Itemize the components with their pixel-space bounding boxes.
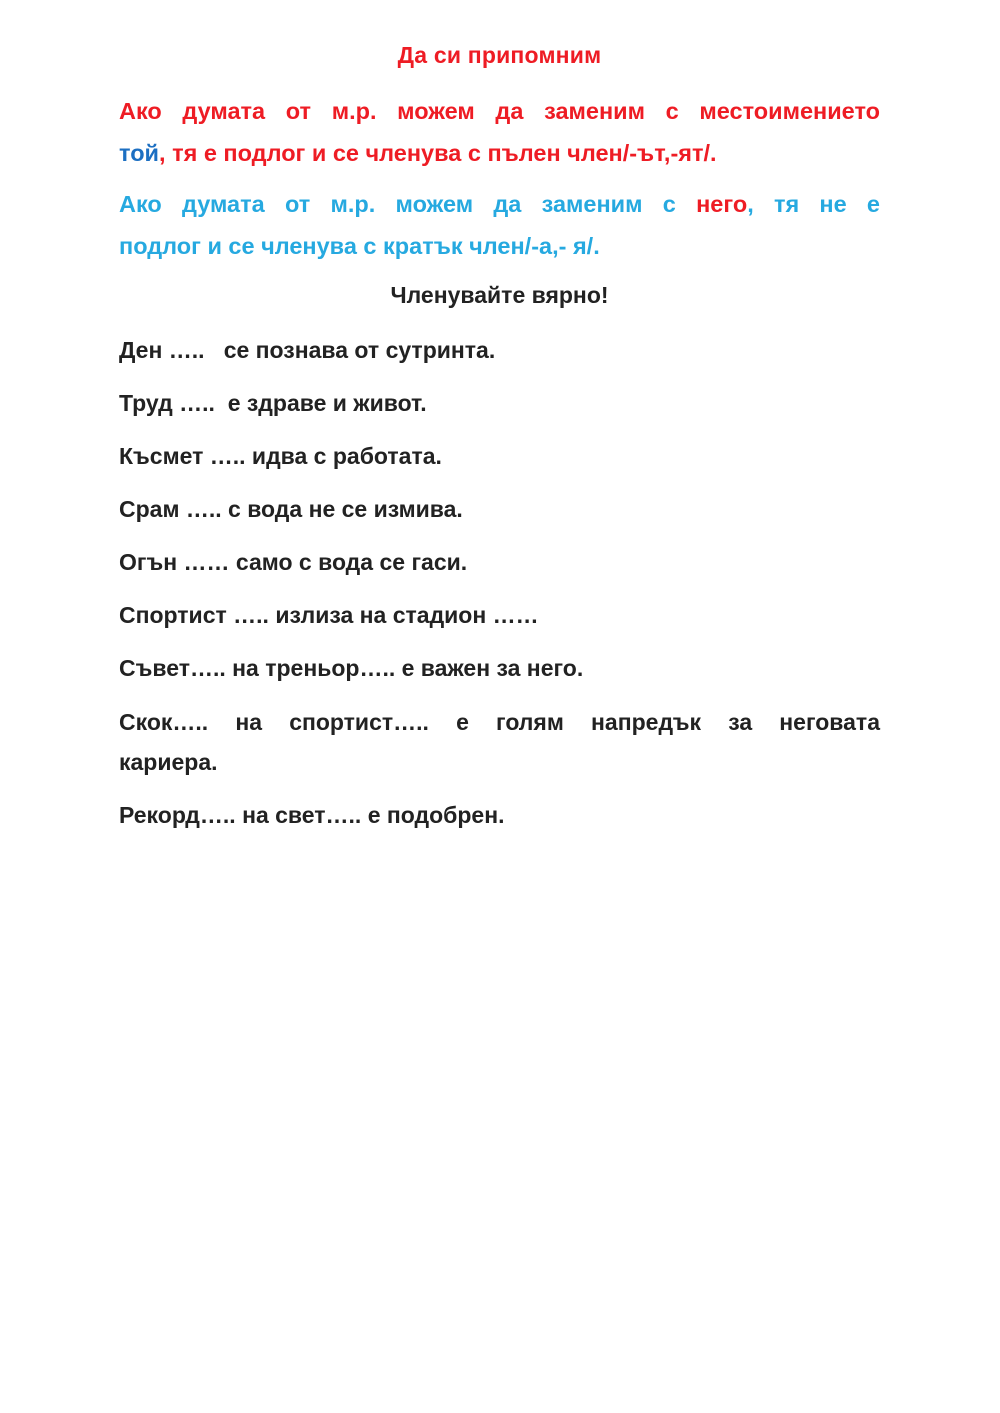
exercise-item: Късмет ….. идва с работата.	[119, 443, 442, 469]
rule-object-part1: Ако думата от м.р. можем да заменим с	[119, 191, 676, 217]
exercise-long-line2: кариера.	[119, 749, 218, 775]
exercise-item: Спортист ….. излиза на стадион ……	[119, 602, 539, 628]
page-title: Да си припомним	[397, 42, 602, 68]
exercise-item: Труд ….. е здраве и живот.	[119, 390, 427, 416]
exercise-instruction: Членувайте вярно!	[390, 282, 609, 308]
rule-subject-line1: Ако думата от м.р. можем да заменим с местоимението	[119, 98, 880, 124]
rule-object-part2: , тя не е	[747, 191, 880, 217]
exercise-item: Ден ….. се познава от сутринта.	[119, 337, 496, 363]
rule-object	[119, 183, 880, 267]
exercise-long-line1: Скок….. на спортист….. е голям напредък за неговата	[119, 709, 880, 735]
rule-object-line1	[119, 183, 880, 225]
exercise-item: Съвет….. на треньор….. е важен за него.	[119, 655, 584, 681]
rule-subject	[119, 90, 880, 174]
rule-object-pronoun: него	[696, 191, 748, 217]
exercise-item-long	[119, 702, 880, 782]
rule-subject-pronoun: той	[119, 140, 160, 166]
exercise-item: Рекорд….. на свет….. е подобрен.	[119, 802, 505, 828]
exercise-item: Срам ….. с вода не се измива.	[119, 496, 463, 522]
rule-subject-line2: , тя е подлог и се членува с пълен член/-ът,-ят/.	[159, 140, 717, 166]
rule-object-line2: подлог и се членува с кратък член/-а,- я/.	[119, 233, 600, 259]
exercise-item: Огън …… само с вода се гаси.	[119, 549, 468, 575]
